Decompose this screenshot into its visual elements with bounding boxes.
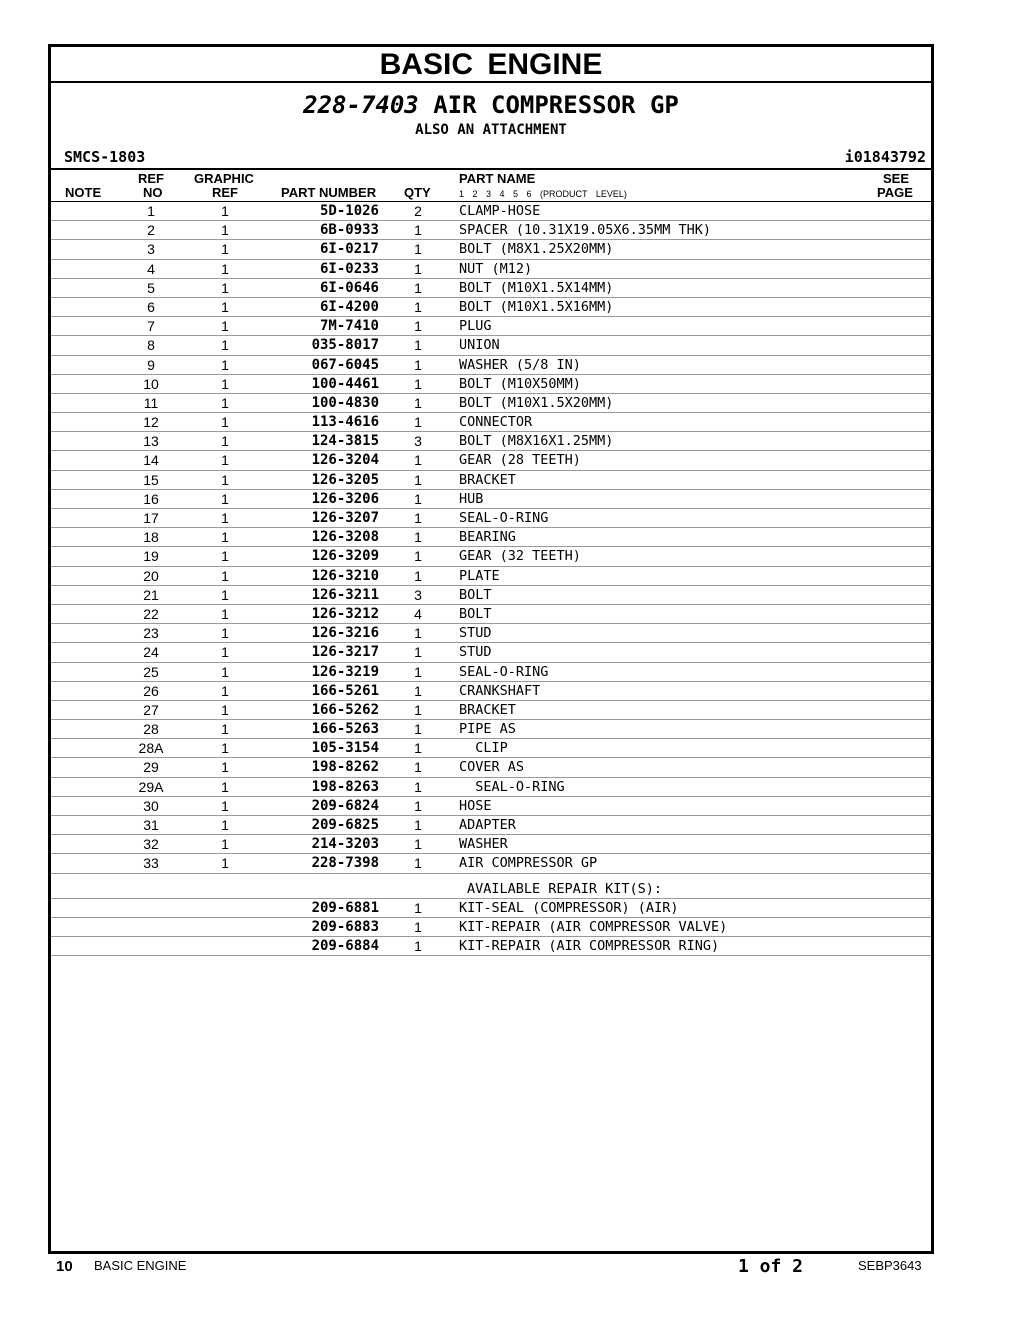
part-name: CONNECTOR xyxy=(459,414,533,431)
header-part-name: PART NAME xyxy=(459,171,536,186)
quantity: 1 xyxy=(414,663,422,680)
part-number: 166-5261 xyxy=(311,682,379,699)
quantity: 1 xyxy=(414,836,422,853)
table-row xyxy=(51,605,931,624)
table-row xyxy=(51,298,931,317)
ref-no: 27 xyxy=(143,701,159,718)
table-row xyxy=(51,375,931,394)
part-name: BEARING xyxy=(459,529,516,546)
graphic-ref: 1 xyxy=(221,510,229,526)
graphic-ref: 1 xyxy=(221,394,229,411)
group-number: 228-7403 xyxy=(303,91,419,119)
part-number: 6I-0217 xyxy=(319,241,379,258)
section-title: BASIC ENGINE xyxy=(51,47,931,83)
part-number: 126-3216 xyxy=(311,625,379,642)
part-number: 6I-4200 xyxy=(319,298,379,315)
header-note: NOTE xyxy=(65,185,102,200)
quantity: 1 xyxy=(414,759,422,776)
ref-no: 22 xyxy=(143,605,159,622)
header-part-number: PART NUMBER xyxy=(281,185,377,200)
part-number: 126-3211 xyxy=(311,586,379,603)
part-name: BOLT (M10X1.5X14MM) xyxy=(459,279,614,296)
part-name: BOLT (M10X50MM) xyxy=(459,375,581,392)
ref-no: 19 xyxy=(143,548,159,565)
quantity: 3 xyxy=(414,586,422,603)
quantity: 1 xyxy=(414,701,422,718)
ref-no: 29 xyxy=(143,759,159,776)
part-number: 105-3154 xyxy=(311,740,379,757)
graphic-ref: 1 xyxy=(221,586,229,603)
table-row xyxy=(51,260,931,279)
header-see-bottom: PAGE xyxy=(877,185,913,200)
ref-no: 33 xyxy=(143,855,159,872)
part-number: 126-3205 xyxy=(311,471,379,488)
quantity: 1 xyxy=(414,740,422,757)
kit-part-number: 209-6883 xyxy=(311,918,379,935)
footer-page-number: 10 xyxy=(56,1258,73,1275)
footer-section: BASIC ENGINE xyxy=(94,1258,187,1273)
header-graphic-top: GRAPHIC xyxy=(194,171,254,186)
part-number: 209-6825 xyxy=(311,817,379,833)
quantity: 1 xyxy=(414,490,422,507)
ref-no: 1 xyxy=(147,203,155,219)
ref-no: 12 xyxy=(143,414,159,431)
graphic-ref: 1 xyxy=(221,260,229,277)
part-number: 6I-0646 xyxy=(319,279,379,296)
part-name: NUT (M12) xyxy=(459,260,533,277)
graphic-ref: 1 xyxy=(221,701,229,718)
part-name: ADAPTER xyxy=(459,817,516,833)
table-row xyxy=(51,816,931,835)
part-name: SPACER (10.31X19.05X6.35MM THK) xyxy=(459,222,711,239)
table-row xyxy=(51,240,931,259)
graphic-ref: 1 xyxy=(221,663,229,680)
parts-table xyxy=(51,202,931,956)
smcs-code: SMCS-1803 xyxy=(64,148,146,166)
table-row xyxy=(51,854,931,873)
part-number: 126-3210 xyxy=(311,567,379,584)
quantity: 1 xyxy=(414,529,422,546)
quantity: 1 xyxy=(414,337,422,354)
table-row xyxy=(51,682,931,701)
ref-no: 16 xyxy=(143,490,159,507)
part-name: CLIP xyxy=(459,740,508,757)
quantity: 1 xyxy=(414,241,422,258)
part-name: WASHER (5/8 IN) xyxy=(459,356,581,373)
part-number: 126-3208 xyxy=(311,529,379,546)
part-name: STUD xyxy=(459,625,492,642)
table-row xyxy=(51,394,931,413)
part-number: 035-8017 xyxy=(311,337,379,354)
table-row xyxy=(51,413,931,432)
ref-no: 13 xyxy=(143,433,159,450)
graphic-ref: 1 xyxy=(221,452,229,469)
graphic-ref: 1 xyxy=(221,682,229,699)
kit-row xyxy=(51,899,931,918)
table-row xyxy=(51,432,931,451)
part-name: HUB xyxy=(459,490,484,507)
ref-no: 28 xyxy=(143,721,159,738)
ref-no: 10 xyxy=(143,375,159,392)
quantity: 1 xyxy=(414,548,422,565)
part-number: 166-5262 xyxy=(311,701,379,718)
quantity: 1 xyxy=(414,471,422,488)
quantity: 1 xyxy=(414,414,422,431)
ref-no: 9 xyxy=(147,356,155,373)
graphic-ref: 1 xyxy=(221,356,229,373)
quantity: 1 xyxy=(414,260,422,277)
ref-no: 31 xyxy=(143,817,159,833)
table-row xyxy=(51,797,931,816)
ref-no: 11 xyxy=(143,394,159,411)
part-number: 126-3204 xyxy=(311,452,379,469)
kit-name: KIT-SEAL (COMPRESSOR) (AIR) xyxy=(459,899,679,916)
part-number: 6I-0233 xyxy=(319,260,379,277)
part-name: PLATE xyxy=(459,567,500,584)
part-number: 126-3217 xyxy=(311,644,379,661)
table-row xyxy=(51,451,931,470)
ref-no: 29A xyxy=(138,778,164,795)
part-name: BRACKET xyxy=(459,701,516,718)
table-row xyxy=(51,471,931,490)
ref-no: 3 xyxy=(147,241,155,258)
quantity: 1 xyxy=(414,682,422,699)
header-ref-bottom: NO xyxy=(143,185,163,200)
kit-name: KIT-REPAIR (AIR COMPRESSOR RING) xyxy=(459,937,720,954)
part-name: GEAR (32 TEETH) xyxy=(459,548,581,565)
part-number: 7M-7410 xyxy=(319,318,379,335)
table-row xyxy=(51,586,931,605)
table-row xyxy=(51,643,931,662)
header-qty: QTY xyxy=(404,185,431,200)
part-number: 198-8262 xyxy=(311,759,379,776)
graphic-ref: 1 xyxy=(221,797,229,814)
ref-no: 2 xyxy=(147,222,155,239)
ref-no: 32 xyxy=(143,836,159,853)
ref-no: 30 xyxy=(143,797,159,814)
graphic-ref: 1 xyxy=(221,222,229,239)
graphic-ref: 1 xyxy=(221,644,229,661)
graphic-ref: 1 xyxy=(221,414,229,431)
part-number: 198-8263 xyxy=(311,778,379,795)
part-name: BOLT (M8X16X1.25MM) xyxy=(459,433,614,450)
ref-no: 26 xyxy=(143,682,159,699)
graphic-ref: 1 xyxy=(221,740,229,757)
graphic-ref: 1 xyxy=(221,203,229,219)
ref-no: 18 xyxy=(143,529,159,546)
graphic-ref: 1 xyxy=(221,759,229,776)
graphic-ref: 1 xyxy=(221,241,229,258)
part-name: BOLT (M10X1.5X16MM) xyxy=(459,298,614,315)
graphic-ref: 1 xyxy=(221,529,229,546)
group-title xyxy=(51,91,931,119)
part-number: 124-3815 xyxy=(311,433,379,450)
part-name: HOSE xyxy=(459,797,492,814)
quantity: 1 xyxy=(414,721,422,738)
ref-no: 28A xyxy=(138,740,164,757)
ref-no: 15 xyxy=(143,471,159,488)
ref-no: 4 xyxy=(147,260,155,277)
ref-no: 23 xyxy=(143,625,159,642)
quantity: 1 xyxy=(414,375,422,392)
ref-no: 24 xyxy=(143,644,159,661)
group-name: AIR COMPRESSOR GP xyxy=(433,91,679,119)
part-name: WASHER xyxy=(459,836,508,853)
table-row xyxy=(51,317,931,336)
part-number: 067-6045 xyxy=(311,356,379,373)
table-row xyxy=(51,720,931,739)
part-name: AIR COMPRESSOR GP xyxy=(459,855,598,872)
graphic-ref: 1 xyxy=(221,337,229,354)
graphic-ref: 1 xyxy=(221,625,229,642)
part-number: 113-4616 xyxy=(311,414,379,431)
quantity: 1 xyxy=(414,855,422,872)
quantity: 1 xyxy=(414,356,422,373)
ref-no: 7 xyxy=(147,318,155,335)
table-row xyxy=(51,739,931,758)
part-name: SEAL-O-RING xyxy=(459,510,549,526)
quantity: 1 xyxy=(414,817,422,833)
quantity: 2 xyxy=(414,203,422,219)
table-row xyxy=(51,509,931,528)
column-headers xyxy=(51,170,931,202)
part-name: SEAL-O-RING xyxy=(459,663,549,680)
part-number: 100-4461 xyxy=(311,375,379,392)
ref-no: 20 xyxy=(143,567,159,584)
header-product-levels: 1 2 3 4 5 6 (PRODUCT LEVEL) xyxy=(459,189,627,199)
table-row xyxy=(51,336,931,355)
table-row xyxy=(51,778,931,797)
table-row xyxy=(51,221,931,240)
graphic-ref: 1 xyxy=(221,298,229,315)
graphic-ref: 1 xyxy=(221,433,229,450)
header-see-top: SEE xyxy=(883,171,910,186)
part-name: CLAMP-HOSE xyxy=(459,203,541,219)
quantity: 1 xyxy=(414,778,422,795)
kit-quantity: 1 xyxy=(414,918,422,935)
graphic-ref: 1 xyxy=(221,721,229,738)
footer-page-of: 1 of 2 xyxy=(738,1256,804,1277)
kit-row xyxy=(51,918,931,937)
footer-document-number: SEBP3643 xyxy=(858,1258,922,1273)
part-name: BOLT xyxy=(459,586,492,603)
part-name: COVER AS xyxy=(459,759,525,776)
page-frame xyxy=(48,44,934,1254)
table-row xyxy=(51,547,931,566)
part-number: 209-6824 xyxy=(311,797,379,814)
table-row xyxy=(51,624,931,643)
graphic-ref: 1 xyxy=(221,605,229,622)
part-name: BOLT xyxy=(459,605,492,622)
graphic-ref: 1 xyxy=(221,778,229,795)
quantity: 1 xyxy=(414,318,422,335)
quantity: 1 xyxy=(414,298,422,315)
part-name: STUD xyxy=(459,644,492,661)
quantity: 1 xyxy=(414,452,422,469)
table-row xyxy=(51,758,931,777)
part-name: BOLT (M8X1.25X20MM) xyxy=(459,241,614,258)
graphic-ref: 1 xyxy=(221,490,229,507)
graphic-ref: 1 xyxy=(221,817,229,833)
quantity: 1 xyxy=(414,222,422,239)
quantity: 1 xyxy=(414,279,422,296)
part-number: 166-5263 xyxy=(311,721,379,738)
graphic-ref: 1 xyxy=(221,836,229,853)
graphic-ref: 1 xyxy=(221,279,229,296)
table-row xyxy=(51,663,931,682)
ref-no: 8 xyxy=(147,337,155,354)
table-row xyxy=(51,528,931,547)
part-number: 126-3209 xyxy=(311,548,379,565)
kit-name: KIT-REPAIR (AIR COMPRESSOR VALVE) xyxy=(459,918,728,935)
graphic-ref: 1 xyxy=(221,318,229,335)
table-row xyxy=(51,567,931,586)
quantity: 1 xyxy=(414,797,422,814)
ref-no: 21 xyxy=(143,586,159,603)
illustration-id: i01843792 xyxy=(844,148,926,166)
part-name: PIPE AS xyxy=(459,721,516,738)
graphic-ref: 1 xyxy=(221,375,229,392)
table-row xyxy=(51,835,931,854)
part-number: 126-3219 xyxy=(311,663,379,680)
part-name: UNION xyxy=(459,337,500,354)
quantity: 1 xyxy=(414,625,422,642)
ref-no: 14 xyxy=(143,452,159,469)
quantity: 1 xyxy=(414,567,422,584)
part-name: BRACKET xyxy=(459,471,516,488)
quantity: 1 xyxy=(414,394,422,411)
part-name: CRANKSHAFT xyxy=(459,682,541,699)
ref-no: 25 xyxy=(143,663,159,680)
table-row xyxy=(51,202,931,221)
kit-part-number: 209-6884 xyxy=(311,937,379,954)
part-name: SEAL-O-RING xyxy=(459,778,565,795)
part-name: GEAR (28 TEETH) xyxy=(459,452,581,469)
kit-quantity: 1 xyxy=(414,899,422,916)
part-number: 228-7398 xyxy=(311,855,379,872)
quantity: 3 xyxy=(414,433,422,450)
kit-row xyxy=(51,937,931,956)
part-name: PLUG xyxy=(459,318,492,335)
kits-heading: AVAILABLE REPAIR KIT(S): xyxy=(467,880,663,897)
ref-no: 5 xyxy=(147,279,155,296)
graphic-ref: 1 xyxy=(221,548,229,565)
part-number: 5D-1026 xyxy=(319,203,379,219)
part-number: 100-4830 xyxy=(311,394,379,411)
kit-quantity: 1 xyxy=(414,937,422,954)
table-row xyxy=(51,356,931,375)
ref-no: 17 xyxy=(143,510,159,526)
table-row xyxy=(51,490,931,509)
part-number: 126-3206 xyxy=(311,490,379,507)
table-row xyxy=(51,701,931,720)
quantity: 1 xyxy=(414,510,422,526)
table-row xyxy=(51,279,931,298)
quantity: 1 xyxy=(414,644,422,661)
part-number: 126-3207 xyxy=(311,510,379,526)
group-subtitle: ALSO AN ATTACHMENT xyxy=(415,122,567,138)
kits-heading-row xyxy=(51,874,931,899)
part-number: 126-3212 xyxy=(311,605,379,622)
part-number: 214-3203 xyxy=(311,836,379,853)
part-name: BOLT (M10X1.5X20MM) xyxy=(459,394,614,411)
part-number: 6B-0933 xyxy=(319,222,379,239)
header-graphic-bottom: REF xyxy=(212,185,238,200)
quantity: 4 xyxy=(414,605,422,622)
header-ref-top: REF xyxy=(138,171,164,186)
kit-part-number: 209-6881 xyxy=(311,899,379,916)
ref-no: 6 xyxy=(147,298,155,315)
graphic-ref: 1 xyxy=(221,567,229,584)
graphic-ref: 1 xyxy=(221,855,229,872)
graphic-ref: 1 xyxy=(221,471,229,488)
